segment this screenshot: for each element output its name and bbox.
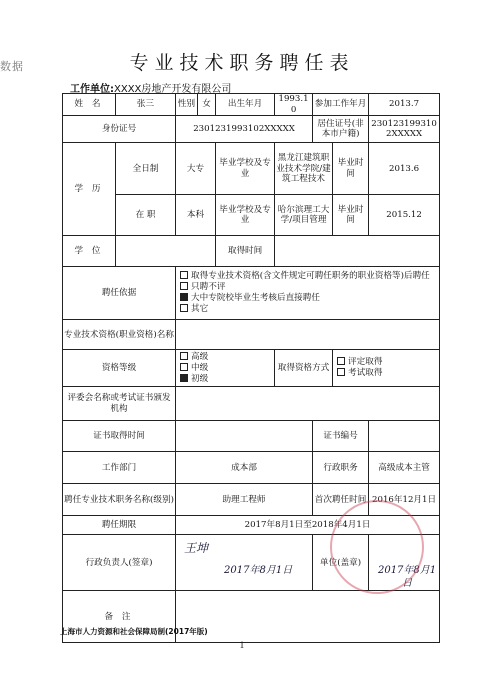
- checkbox-icon: [180, 271, 188, 279]
- work-start-value: 2013.7: [369, 94, 440, 116]
- checked-checkbox-icon: [180, 374, 188, 382]
- head-signature: 王坤: [184, 541, 209, 556]
- checkbox-icon: [180, 352, 188, 360]
- level-option[interactable]: 中级: [180, 363, 273, 374]
- row-term: [63, 516, 440, 535]
- row-position: [63, 484, 440, 516]
- post-value: 高级成本主管: [369, 452, 440, 484]
- head-signature-cell: [176, 535, 313, 591]
- residence-label: 居住证号(非本市户籍): [313, 116, 369, 143]
- first-appointment-label: 首次聘任时间: [313, 484, 369, 516]
- name-value: 张三: [116, 94, 176, 116]
- method-option[interactable]: 评定取得: [337, 357, 438, 368]
- degree-time-value: [275, 236, 440, 267]
- parttime-school-label: 毕业学校及专业: [216, 195, 275, 236]
- first-appointment-value: 2016年12月1日: [369, 484, 440, 516]
- unit-seal-cell: [369, 535, 440, 591]
- birth-value: 1993.10: [275, 94, 313, 116]
- department-label: 工作部门: [63, 452, 176, 484]
- parttime-school-value: 哈尔滨理工大学/项目管理: [275, 195, 333, 236]
- method-options: [333, 350, 440, 387]
- unit-seal-date: 2017年8月1日: [377, 565, 437, 589]
- basis-option[interactable]: 取得专业技术资格(含文件规定可聘任职务的职业资格等)后聘任: [180, 271, 438, 282]
- post-label: 行政职务: [313, 452, 369, 484]
- committee-label: 评委会名称或考试证书颁发机构: [63, 387, 176, 421]
- checkbox-icon: [180, 363, 188, 371]
- position-label: 聘任专业技术职务名称(级别): [63, 484, 176, 516]
- parttime-mode: 在 职: [116, 195, 176, 236]
- parttime-time-label: 毕业时间: [333, 195, 369, 236]
- row-basis: [63, 267, 440, 320]
- row-qualification-name: [63, 320, 440, 350]
- fulltime-time-label: 毕业时间: [333, 143, 369, 195]
- parttime-level: 本科: [176, 195, 216, 236]
- checkbox-icon: [337, 368, 345, 376]
- fulltime-level: 大专: [176, 143, 216, 195]
- fulltime-time-value: 2013.6: [369, 143, 440, 195]
- gender-label: 性别: [176, 94, 198, 116]
- fulltime-school-label: 毕业学校及专业: [216, 143, 275, 195]
- qualification-name-value: [176, 320, 440, 350]
- basis-option[interactable]: 只聘不评: [180, 282, 438, 293]
- row-id: [63, 116, 440, 143]
- head-signature-date: 2017年8月1日: [224, 565, 293, 577]
- term-value: 2017年8月1日至2018年4月1日: [176, 516, 440, 535]
- level-option[interactable]: 高级: [180, 352, 273, 363]
- basis-option[interactable]: 大中专院校毕业生考核后直接聘任: [180, 293, 438, 304]
- unit-label: 单位(盖章): [313, 535, 369, 591]
- row-degree: [63, 236, 440, 267]
- certificate-number-label: 证书编号: [313, 421, 369, 452]
- row-qualification-level: [63, 350, 440, 387]
- name-label: 姓 名: [63, 94, 116, 116]
- row-education-fulltime: [63, 143, 440, 195]
- row-committee: [63, 387, 440, 421]
- committee-value: [176, 387, 440, 421]
- work-start-label: 参加工作年月: [313, 94, 369, 116]
- id-label: 身份证号: [63, 116, 176, 143]
- degree-value: [116, 236, 216, 267]
- degree-label: 学 位: [63, 236, 116, 267]
- checkbox-icon: [180, 282, 188, 290]
- parttime-time-value: 2015.12: [369, 195, 440, 236]
- certificate-number-value: [369, 421, 440, 452]
- row-education-parttime: [63, 195, 440, 236]
- fulltime-school-value: 黑龙江建筑职业技术学院/建筑工程技术: [275, 143, 333, 195]
- method-label: 取得资格方式: [275, 350, 333, 387]
- row-signature: [63, 535, 440, 591]
- page-number: 1: [239, 641, 245, 650]
- head-label: 行政负责人(签章): [63, 535, 176, 591]
- page-title: 专业技术职务聘任表: [129, 52, 355, 74]
- term-label: 聘任期限: [63, 516, 176, 535]
- gender-value: 女: [198, 94, 216, 116]
- qualification-level-options: [176, 350, 275, 387]
- level-option[interactable]: 初级: [180, 374, 273, 385]
- checkbox-icon: [337, 357, 345, 365]
- method-option[interactable]: 考试取得: [337, 368, 438, 379]
- fulltime-mode: 全日制: [116, 143, 176, 195]
- basis-options: [176, 267, 440, 320]
- punch-mark: 数据: [0, 60, 24, 73]
- certificate-time-value: [176, 421, 313, 452]
- qualification-name-label: 专业技术资格(职业资格)名称: [63, 320, 176, 350]
- row-name: [63, 94, 440, 116]
- basis-label: 聘任依据: [63, 267, 176, 320]
- checked-checkbox-icon: [180, 293, 188, 301]
- qualification-level-label: 资格等级: [63, 350, 176, 387]
- education-label: 学 历: [63, 143, 116, 236]
- row-certificate: [63, 421, 440, 452]
- footer-issuer: 上海市人力资源和社会保障局制(2017年版): [60, 627, 208, 636]
- employer-label: 工作单位:: [70, 84, 114, 95]
- residence-value: 2301231993102XXXXX: [369, 116, 440, 143]
- position-value: 助理工程师: [176, 484, 313, 516]
- basis-option[interactable]: 其它: [180, 304, 438, 315]
- remarks-label: 备 注: [63, 591, 176, 643]
- department-value: 成本部: [176, 452, 313, 484]
- remarks-value: [176, 591, 440, 643]
- certificate-time-label: 证书取得时间: [63, 421, 176, 452]
- employer-value: XXXX房地产开发有限公司: [114, 84, 232, 95]
- id-value: 2301231993102XXXXX: [176, 116, 313, 143]
- birth-label: 出生年月: [216, 94, 275, 116]
- row-department: [63, 452, 440, 484]
- appointment-form-table: [62, 93, 440, 643]
- checkbox-icon: [180, 304, 188, 312]
- degree-time-label: 取得时间: [216, 236, 275, 267]
